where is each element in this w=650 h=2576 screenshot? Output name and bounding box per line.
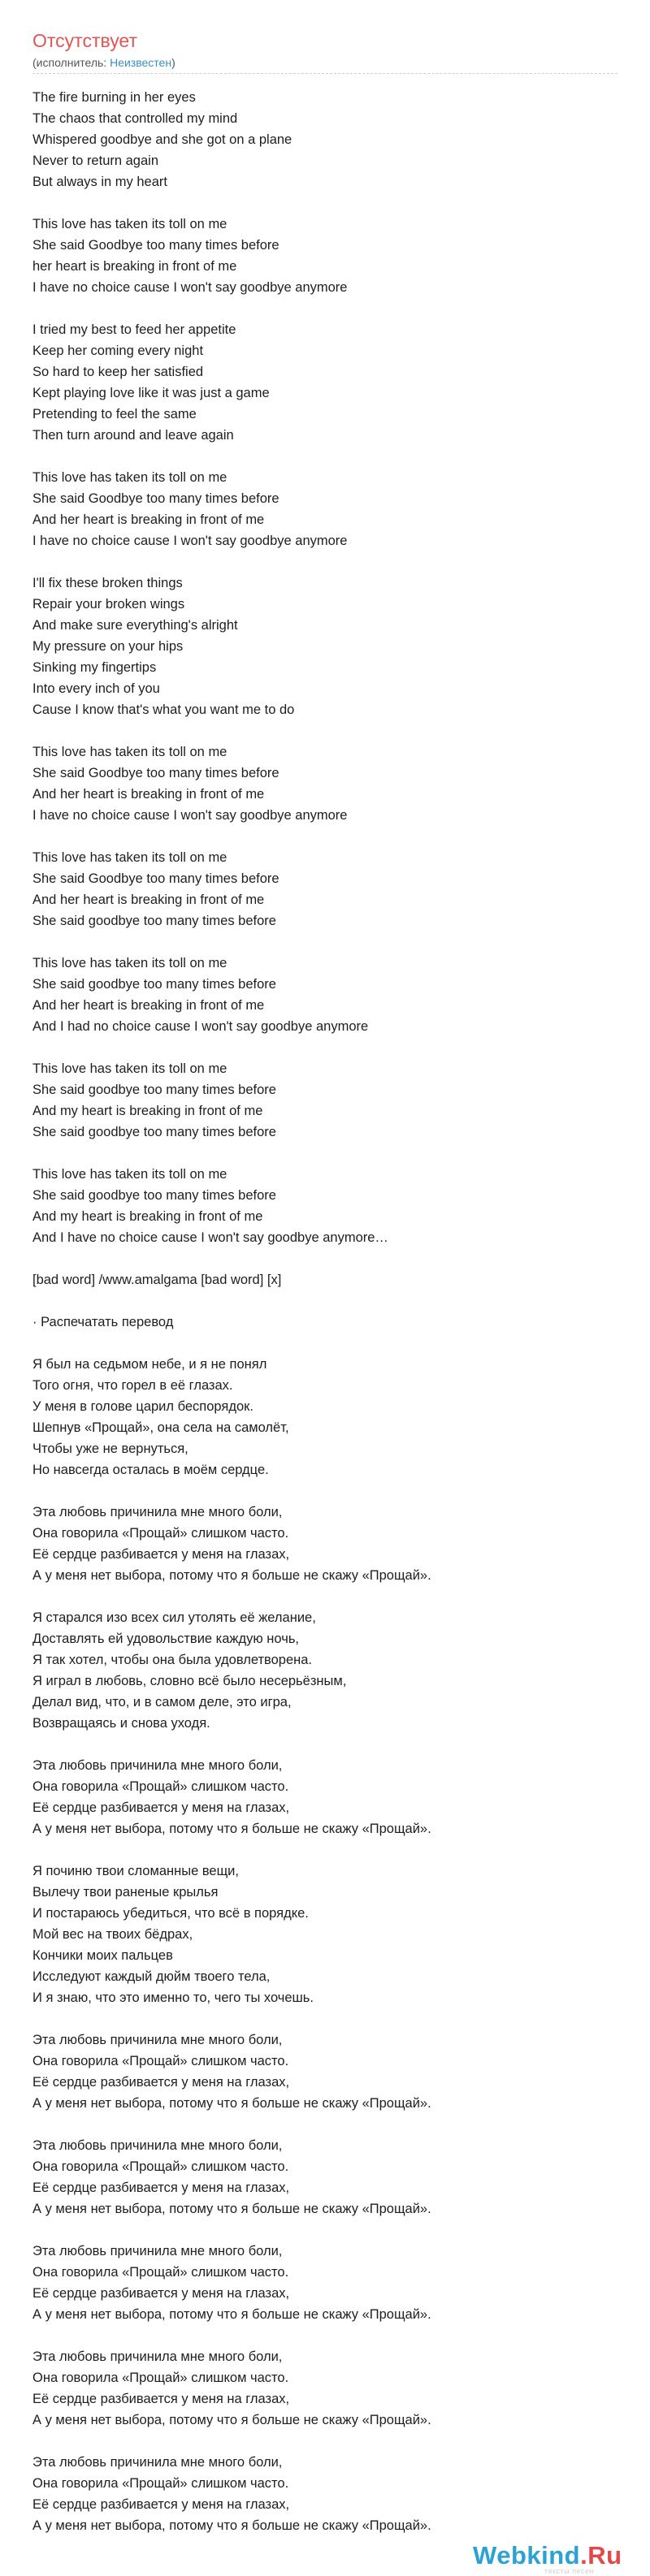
lyric-line: So hard to keep her satisfied [32,365,204,379]
lyric-line: And her heart is breaking in front of me [32,893,265,907]
translation-line: Того огня, что горел в её глазах. [32,1378,233,1393]
translation-line: Она говорила «Прощай» слишком часто. [32,1779,289,1794]
lyric-line: Repair your broken wings [32,597,185,612]
translation-line: А у меня нет выбора, потому что я больше не скажу «Прощай». [32,2518,431,2533]
logo-ru: .Ru [580,2541,622,2570]
lyric-line: This love has taken its toll on me [32,1061,228,1076]
logo-kind: kind [526,2541,581,2570]
translation-line: Доставлять ей удовольствие каждую ночь, [32,1632,300,1646]
translation-line: Её сердце разбивается у меня на глазах, [32,1547,290,1562]
lyric-line: The fire burning in her eyes [32,90,196,105]
lyric-line: She said goodbye too many times before [32,1188,276,1203]
webkind-logo[interactable] [473,2542,635,2574]
translation-line: Исследуют каждый дюйм твоего тела, [32,1969,271,1984]
lyric-line: This love has taken its toll on me [32,470,228,485]
logo-web: Web [473,2541,527,2570]
blank-line [32,1839,634,1861]
blank-line [32,1480,634,1502]
blank-line [32,720,634,741]
song-header [32,29,618,74]
lyric-line: And her heart is breaking in front of me [32,998,265,1013]
translation-line: Я старался изо всех сил утолять её желание, [32,1610,316,1625]
blank-line [32,826,634,847]
translation-line: Чтобы уже не вернуться, [32,1441,188,1456]
lyric-line: I tried my best to feed her appetite [32,322,236,337]
blank-line [32,192,634,214]
lyric-line: This love has taken its toll on me [32,956,228,970]
translation-line: Её сердце разбивается у меня на глазах, [32,2286,290,2301]
translation-line: И постараюсь убедиться, что всё в порядке. [32,1906,309,1921]
translation-line: Она говорила «Прощай» слишком часто. [32,2054,289,2068]
song-title: Отсутствует [32,30,137,51]
lyric-line: She said Goodbye too many times before [32,871,280,886]
blank-line [32,298,634,319]
lyric-line: My pressure on your hips [32,639,184,654]
translation-line: А у меня нет выбора, потому что я больше не скажу «Прощай». [32,1822,431,1836]
translation-line: А у меня нет выбора, потому что я больше не скажу «Прощай». [32,2413,431,2427]
translation-line: А у меня нет выбора, потому что я больше не скажу «Прощай». [32,2307,431,2322]
blank-line [32,551,634,573]
translation-line: Она говорила «Прощай» слишком часто. [32,2265,289,2280]
lyric-line: I have no choice cause I won't say goodbye anymore [32,534,348,548]
translation-line: Я починю твои сломанные вещи, [32,1864,239,1878]
translation-line: Она говорила «Прощай» слишком часто. [32,2371,289,2385]
translation-line: Кончики моих пальцев [32,1948,173,1963]
translation-line: Её сердце разбивается у меня на глазах, [32,2392,290,2406]
blank-line [32,2431,634,2452]
translation-line: Её сердце разбивается у меня на глазах, [32,2181,290,2195]
translation-line: Возвращаясь и снова уходя. [32,1716,210,1731]
translation-line: Вылечу твои раненые крылья [32,1885,219,1900]
lyrics-body [32,87,634,2536]
translation-line: Эта любовь причинила мне много боли, [32,2138,283,2153]
translation-line: Её сердце разбивается у меня на глазах, [32,2075,290,2090]
lyric-line: She said goodbye too many times before [32,914,276,928]
lyric-line: She said goodbye too many times before [32,977,276,992]
lyric-line: And I had no choice cause I won't say goodbye anymore [32,1019,369,1034]
blank-line [32,2219,634,2241]
blank-line [32,931,634,953]
lyric-line: She said goodbye too many times before [32,1125,276,1139]
lyric-line: And I have no choice cause I won't say goodbye anymore… [32,1230,388,1245]
translation-line: Я играл в любовь, словно всё было несерьёзным, [32,1674,347,1688]
lyric-line: Into every inch of you [32,681,160,696]
lyric-line: And my heart is breaking in front of me [32,1209,263,1224]
blank-line [32,1248,634,1269]
lyric-line: Cause I know that's what you want me to do [32,702,295,717]
blank-line [32,2325,634,2346]
lyric-line: This love has taken its toll on me [32,745,228,759]
blank-line [32,1333,634,1354]
lyric-line: Sinking my fingertips [32,660,157,675]
lyric-line: And her heart is breaking in front of me [32,787,265,802]
translation-line: У меня в голове царил беспорядок. [32,1399,254,1414]
lyric-line: Keep her coming every night [32,344,204,358]
blank-line [32,2008,634,2029]
translation-line: Эта любовь причинила мне много боли, [32,2033,283,2047]
blank-line [32,1037,634,1058]
translation-line: А у меня нет выбора, потому что я больше не скажу «Прощай». [32,2096,431,2111]
translation-line: Шепнув «Прощай», она села на самолёт, [32,1420,289,1435]
lyric-line: This love has taken its toll on me [32,1167,228,1182]
blank-line [32,446,634,467]
translation-line: Эта любовь причинила мне много боли, [32,2455,283,2470]
translation-line: Я так хотел, чтобы она была удовлетворена. [32,1653,313,1667]
lyric-line: I have no choice cause I won't say goodbye anymore [32,280,348,295]
translation-line: И я знаю, что это именно то, чего ты хочешь. [32,1990,314,2005]
blank-line [32,1734,634,1755]
logo-tagline: тексты песен [544,2567,595,2575]
lyric-line: The chaos that controlled my mind [32,111,238,126]
lyric-line: Whispered goodbye and she got on a plane [32,132,292,147]
bad-word-line: [bad word] /www.amalgama [bad word] [x] [32,1273,282,1287]
blank-line [32,1586,634,1607]
translation-line: Эта любовь причинила мне много боли, [32,2349,283,2364]
translation-line: Эта любовь причинила мне много боли, [32,1505,283,1519]
translation-line: Её сердце разбивается у меня на глазах, [32,1800,290,1815]
lyric-line: This love has taken its toll on me [32,217,228,231]
artist-line [32,56,618,74]
lyric-line: Pretending to feel the same [32,407,197,421]
lyric-line: And her heart is breaking in front of me [32,512,265,527]
translation-line: Я был на седьмом небе, и я не понял [32,1357,267,1372]
lyric-line: But always in my heart [32,175,167,189]
translation-line: А у меня нет выбора, потому что я больше не скажу «Прощай». [32,1568,431,1583]
translation-line: Она говорила «Прощай» слишком часто. [32,1526,289,1541]
translation-line: Эта любовь причинила мне много боли, [32,1758,283,1773]
artist-prefix: (исполнитель: [32,56,110,69]
translation-line: Её сердце разбивается у меня на глазах, [32,2497,290,2512]
artist-link[interactable]: Неизвестен [110,56,172,69]
translation-line: Мой вес на твоих бёдрах, [32,1927,193,1942]
lyric-line: This love has taken its toll on me [32,850,228,865]
lyric-line: And my heart is breaking in front of me [32,1104,263,1118]
translation-line: Она говорила «Прощай» слишком часто. [32,2159,289,2174]
lyric-line: Then turn around and leave again [32,428,234,443]
translation-line: А у меня нет выбора, потому что я больше не скажу «Прощай». [32,2202,431,2216]
lyric-line: She said Goodbye too many times before [32,766,280,780]
lyric-line: I have no choice cause I won't say goodbye anymore [32,808,348,823]
logo-wordmark [473,2542,635,2570]
lyric-line: I'll fix these broken things [32,576,183,590]
print-translation-link[interactable]: · Распечатать перевод [32,1315,174,1329]
translation-line: Делал вид, что, и в самом деле, это игра, [32,1695,292,1709]
lyric-line: She said Goodbye too many times before [32,491,280,506]
blank-line [32,1143,634,1164]
translation-line: Она говорила «Прощай» слишком часто. [32,2476,289,2491]
lyric-line: Never to return again [32,153,159,168]
blank-line [32,2114,634,2135]
lyric-line: Kept playing love like it was just a game [32,386,270,400]
translation-line: Но навсегда осталась в моём сердце. [32,1463,269,1477]
lyric-line: And make sure everything's alright [32,618,238,633]
lyric-line: She said goodbye too many times before [32,1083,276,1097]
artist-suffix: ) [171,56,176,69]
lyric-line: She said Goodbye too many times before [32,238,280,253]
translation-line: Эта любовь причинила мне много боли, [32,2244,283,2258]
lyric-line: her heart is breaking in front of me [32,259,237,274]
blank-line [32,1290,634,1312]
